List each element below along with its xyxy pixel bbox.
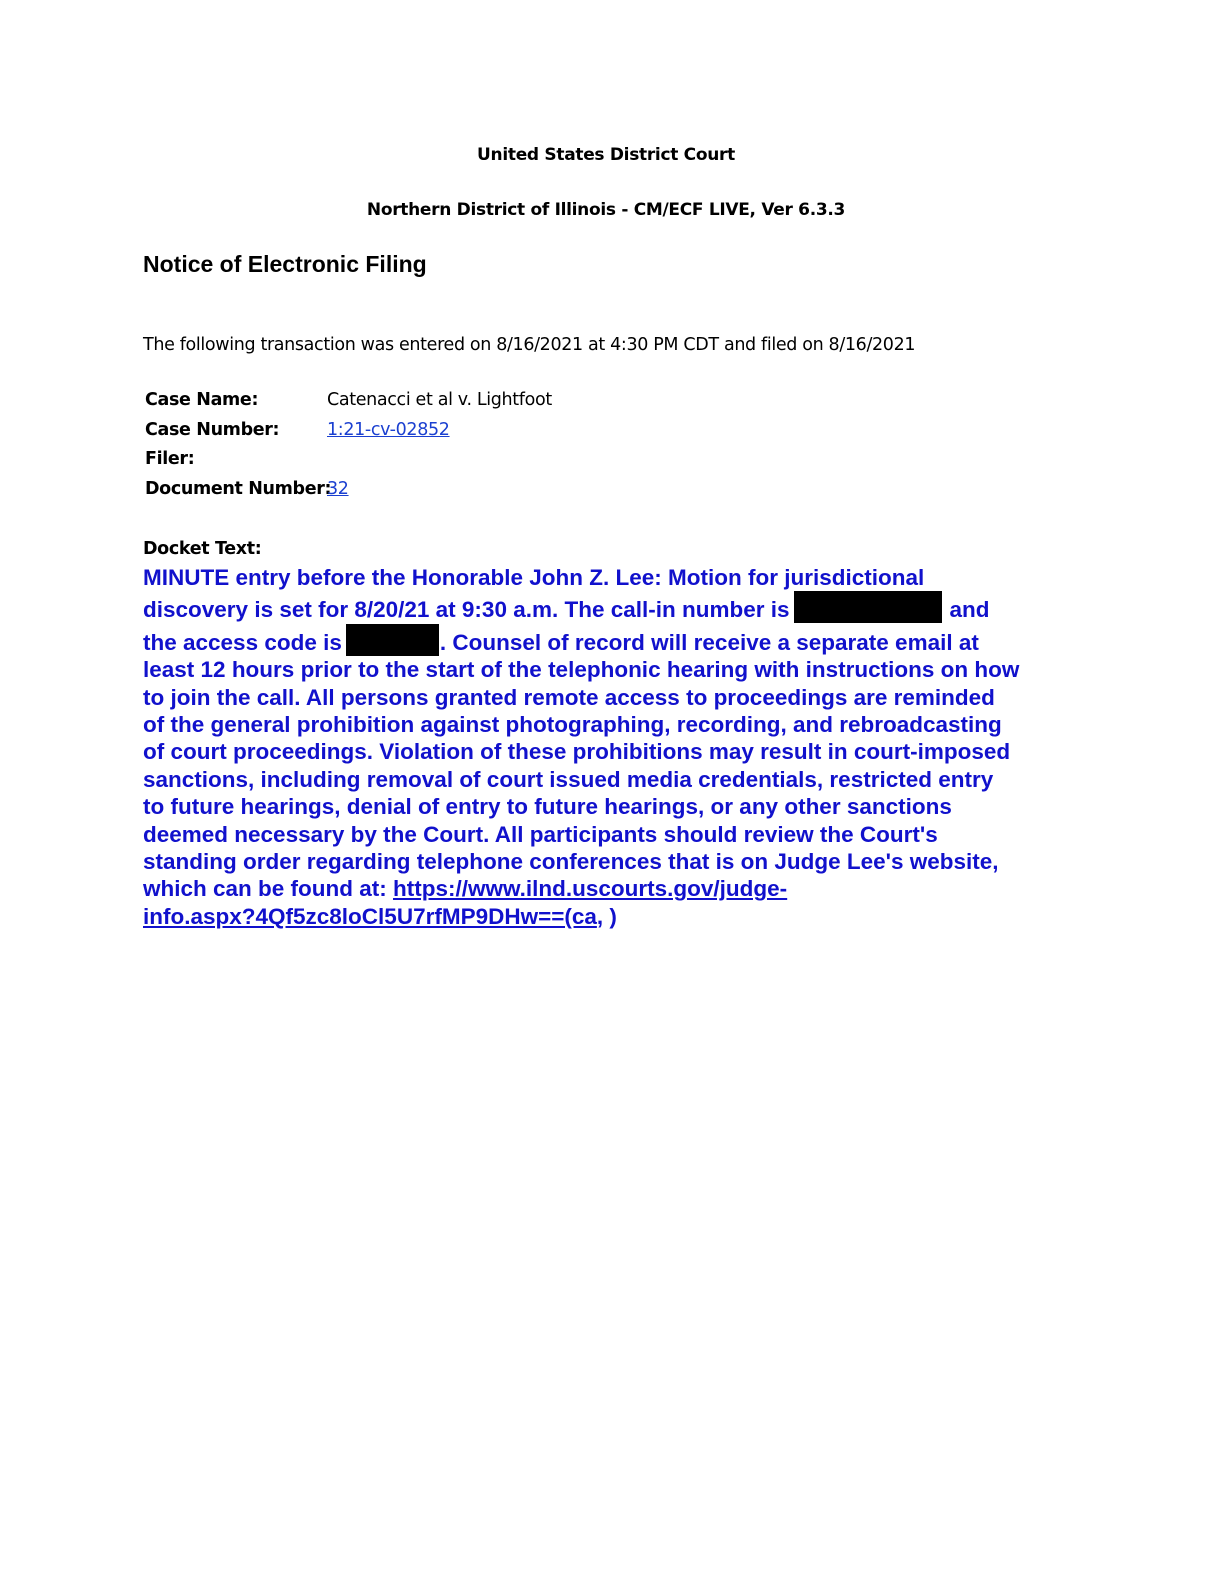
docket-line: of the general prohibition against photographing, recording, and rebroadcasting (143, 712, 1002, 738)
docket-segment: and (949, 597, 990, 623)
docket-line: sanctions, including removal of court issued media credentials, restricted entry (143, 766, 994, 792)
docket-line: to future hearings, denial of entry to future hearings, or any other sanctions (143, 794, 952, 820)
case-number-label: Case Number: (145, 419, 280, 440)
docket-line: to join the call. All persons granted remote access to proceedings are reminded (143, 684, 995, 710)
docket-line: of court proceedings. Violation of these prohibitions may result in court-imposed (143, 739, 1011, 765)
docket-line (143, 903, 1083, 930)
case-name-label: Case Name: (145, 390, 259, 410)
document-number-link[interactable]: 32 (327, 478, 349, 499)
redaction-block (794, 591, 942, 623)
case-number-link[interactable]: 1:21-cv-02852 (327, 419, 450, 440)
docket-line (143, 624, 1083, 656)
docket-segment: , ) (596, 903, 617, 929)
docket-segment: . Counsel of record will receive a separate email at (439, 629, 979, 655)
docket-line (143, 591, 1083, 623)
judge-info-link-continued[interactable]: info.aspx?4Qf5zc8loCl5U7rfMP9DHw==(ca (143, 903, 597, 929)
docket-line (143, 875, 1083, 902)
docket-text-label: Docket Text: (143, 539, 262, 559)
redaction-block (346, 624, 439, 656)
docket-line: standing order regarding telephone conferences that is on Judge Lee's website, (143, 849, 999, 875)
transaction-statement: The following transaction was entered on 8/16/2021 at 4:30 PM CDT and filed on 8/16/2021 (143, 335, 916, 355)
court-name: United States District Court (477, 145, 735, 165)
judge-info-link[interactable]: https://www.ilnd.uscourts.gov/judge- (393, 876, 788, 902)
filer-label: Filer: (145, 449, 195, 469)
document-number-label: Document Number: (145, 478, 332, 499)
docket-segment: discovery is set for 8/20/21 at 9:30 a.m. The call-in number is (143, 597, 790, 623)
page-title: Notice of Electronic Filing (143, 251, 427, 277)
case-name-value: Catenacci et al v. Lightfoot (327, 390, 552, 410)
district-name: Northern District of Illinois - CM/ECF LIVE, Ver 6.3.3 (366, 200, 846, 220)
docket-segment: which can be found at: (143, 876, 394, 902)
docket-line: deemed necessary by the Court. All participants should review the Court's (143, 821, 938, 847)
docket-segment: the access code is (143, 629, 342, 655)
docket-line: MINUTE entry before the Honorable John Z. Lee: Motion for jurisdictional (143, 565, 925, 590)
docket-line: least 12 hours prior to the start of the telephonic hearing with instructions on how (143, 657, 1020, 683)
docket-text (143, 564, 1083, 930)
